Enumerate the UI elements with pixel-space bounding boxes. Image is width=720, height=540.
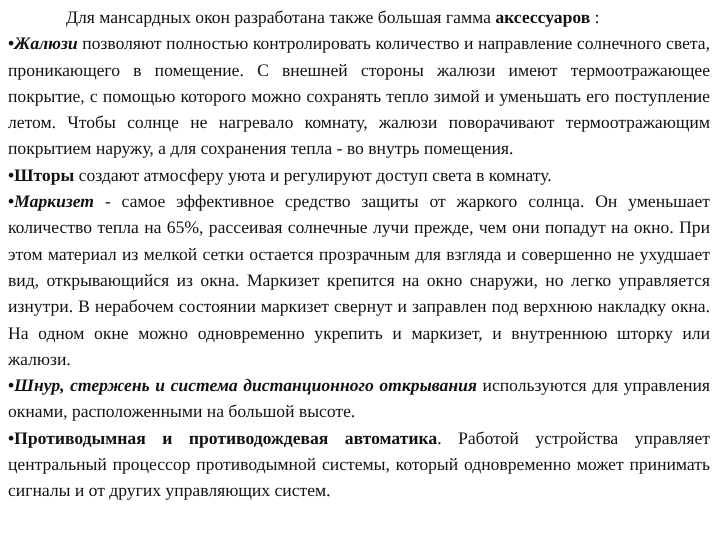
bullet-icon: • [8,427,15,448]
list-item-blinds [8,30,710,161]
intro-term-accessories: аксессуаров [495,7,591,27]
intro-paragraph [8,4,710,30]
list-item-markizet [8,188,710,372]
term-remote-opening: Шнур, стержень и система дистанционного открывания [14,375,477,396]
term-smoke-rain-automation: Противодымная и противодождевая автоматика [14,427,438,448]
document-body [8,4,710,504]
text-blinds: позволяют полностью контролировать количество и направление солнечного света, проникающего в помещение. С внешней стороны жалюзи имеют термоотражающее покрытие, с помощью которого можно сохранять тепло зимой и уменьшать его поступление летом. Чтобы солнце не нагревало комнату, жалюзи поворачивают термоотражающим покрытием наружу, а для сохранения тепла - во внутрь помещения. [8,33,710,159]
list-item-smoke-rain-automation [8,425,710,504]
intro-tail: : [590,7,600,27]
text-markizet: - самое эффективное средство защиты от жаркого солнца. Он уменьшает количество тепла на 65%, рассеивая солнечные лучи прежде, чем они попадут на окно. При этом материал из мелкой сетки остается прозрачным для взгляда и совершенно не ухудшает вид, открывающийся из окна. Маркизет крепится на окно снаружи, но легко управляется изнутри. В нерабочем состоянии маркизет свернут и заправлен под верхнюю накладку окна. На одном окне можно одновременно укрепить и маркизет, и внутреннюю шторку или жалюзи. [8,191,710,369]
list-item-curtains [8,162,710,188]
bullet-icon: • [8,191,15,212]
text-remote-opening: используются для управления окнами, расположенными на большой высоте. [8,375,711,422]
list-item-remote-opening [8,372,710,425]
term-curtains: Шторы [14,164,75,185]
bullet-icon: • [8,164,15,185]
term-blinds: Жалюзи [14,33,78,54]
bullet-icon: • [8,33,15,54]
text-curtains: создают атмосферу уюта и регулируют доступ света в комнату. [74,164,552,185]
term-markizet: Маркизет [14,191,94,212]
intro-text: Для мансардных окон разработана также большая гамма [66,7,496,27]
text-smoke-rain-automation: . Работой устройства управляет центральный процессор противодымной системы, который одновременно может принимать сигналы и от других управляющих систем. [8,427,710,501]
bullet-icon: • [8,375,15,396]
